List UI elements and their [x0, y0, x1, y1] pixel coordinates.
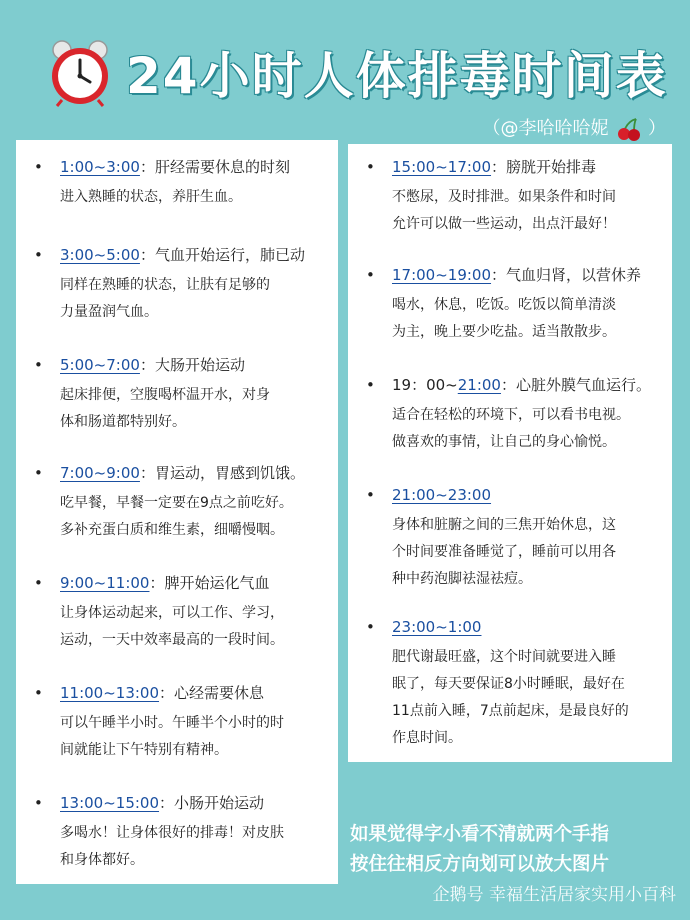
entry-heading	[16, 682, 338, 704]
entry-heading	[348, 264, 672, 286]
entry-heading	[16, 244, 338, 266]
entry-description-line: 间就能让下午特别有精神。	[60, 742, 228, 758]
entry-heading	[348, 156, 672, 178]
entry-description	[348, 292, 672, 346]
entry-description-line: 适合在轻松的环境下，可以看书电视。	[392, 407, 630, 423]
entry-title: 心脏外膜气血运行。	[516, 376, 652, 394]
entry-description	[348, 184, 672, 238]
right-card	[348, 144, 672, 762]
entry-description-line: 起床排便，空腹喝杯温开水，对身	[60, 387, 270, 403]
entry-title: 小肠开始运动	[174, 794, 265, 812]
entry-description-line: 可以午睡半小时。午睡半个小时的时	[60, 715, 284, 731]
entry-description-line: 肥代谢最旺盛，这个时间就要进入睡	[392, 649, 616, 665]
entry-time-link[interactable]: 15:00~17:00	[392, 158, 492, 176]
bullet-icon: •	[366, 618, 375, 636]
timetable-entry	[348, 374, 672, 456]
entry-description-line: 让身体运动起来，可以工作、学习，	[60, 605, 284, 621]
bullet-icon: •	[34, 794, 43, 812]
entry-separator: ：	[500, 376, 516, 394]
entry-description-line: 做喜欢的事情，让自己的身心愉悦。	[392, 434, 616, 450]
entry-time-link[interactable]: 21:00	[457, 376, 501, 394]
entry-time-prefix: 19：00~	[392, 376, 458, 394]
entry-separator: ：	[159, 684, 175, 702]
entry-time-link[interactable]: 13:00~15:00	[60, 794, 160, 812]
timetable-entry	[348, 156, 672, 238]
entry-heading	[16, 354, 338, 376]
entry-description	[348, 644, 672, 752]
entry-separator: ：	[159, 794, 175, 812]
cherry-icon	[616, 117, 642, 141]
entry-heading	[16, 572, 338, 594]
author-close: ）	[648, 118, 666, 139]
entry-description-line: 眠了，每天要保证8小时睡眠，最好在	[392, 676, 625, 692]
entry-separator: ：	[491, 158, 507, 176]
entry-description	[348, 512, 672, 593]
entry-description-line: 允许可以做一些运动，出点汗最好！	[392, 216, 616, 232]
entry-description	[16, 382, 338, 436]
left-card	[16, 140, 338, 884]
bullet-icon: •	[366, 376, 375, 394]
bullet-icon: •	[34, 246, 43, 264]
entry-separator: ：	[139, 464, 155, 482]
bullet-icon: •	[366, 266, 375, 284]
entry-title: 脾开始运化气血	[164, 574, 270, 592]
entry-description	[16, 272, 338, 326]
entry-description	[16, 490, 338, 544]
entry-description	[348, 402, 672, 456]
timetable-entry	[16, 682, 338, 764]
entry-description-line: 喝水，休息，吃饭。吃饭以简单清淡	[392, 297, 616, 313]
entry-separator: ：	[139, 356, 155, 374]
timetable-entry	[16, 244, 338, 326]
entry-title: 肝经需要休息的时刻	[154, 158, 290, 176]
bullet-icon: •	[34, 356, 43, 374]
entry-separator: ：	[491, 266, 507, 284]
entry-description-line: 吃早餐，早餐一定要在9点之前吃好。	[60, 495, 293, 511]
entry-description-line: 体和肠道都特别好。	[60, 414, 186, 430]
entry-separator: ：	[139, 158, 155, 176]
entry-time-link[interactable]: 5:00~7:00	[60, 356, 140, 374]
timetable-entry	[348, 484, 672, 593]
entry-description-line: 为主，晚上要少吃盐。适当散散步。	[392, 324, 616, 340]
entry-description-line: 多补充蛋白质和维生素，细嚼慢咽。	[60, 522, 284, 538]
entry-time-link[interactable]: 7:00~9:00	[60, 464, 140, 482]
zoom-hint-line2: 按住往相反方向划可以放大图片	[350, 854, 610, 875]
entry-separator: ：	[139, 246, 155, 264]
entry-time-link[interactable]: 11:00~13:00	[60, 684, 160, 702]
timetable-entry	[16, 156, 338, 211]
zoom-hint-line1: 如果觉得字小看不清就两个手指	[350, 824, 610, 845]
zoom-hint	[350, 820, 680, 880]
entry-description-line: 和身体都好。	[60, 852, 144, 868]
bullet-icon: •	[366, 486, 375, 504]
entry-heading	[16, 792, 338, 814]
bullet-icon: •	[34, 158, 43, 176]
timetable-entry	[348, 616, 672, 752]
entry-description-line: 11点前入睡，7点前起床，是最良好的	[392, 703, 629, 719]
entry-heading	[16, 156, 338, 178]
entry-heading	[348, 616, 672, 638]
bullet-icon: •	[34, 464, 43, 482]
footer-watermark: 企鹅号 幸福生活居家实用小百科	[432, 885, 676, 905]
entry-time-link[interactable]: 1:00~3:00	[60, 158, 140, 176]
entry-heading	[16, 462, 338, 484]
entry-description-line: 多喝水！让身体很好的排毒！对皮肤	[60, 825, 284, 841]
page-title: 24小时人体排毒时间表	[126, 47, 668, 105]
entry-time-link[interactable]: 21:00~23:00	[392, 486, 492, 504]
entry-time-link[interactable]: 9:00~11:00	[60, 574, 150, 592]
author-tag	[483, 114, 666, 141]
timetable-entry	[16, 354, 338, 436]
header	[0, 22, 690, 139]
entry-description-line: 不憋尿，及时排泄。如果条件和时间	[392, 189, 616, 205]
entry-description-line: 种中药泡脚祛湿祛痘。	[392, 571, 532, 587]
entry-title: 气血归肾，以营休养	[506, 266, 642, 284]
entry-description-line: 运动，一天中效率最高的一段时间。	[60, 632, 284, 648]
entry-title: 心经需要休息	[174, 684, 265, 702]
entry-separator: ：	[149, 574, 165, 592]
timetable-entry	[16, 572, 338, 654]
entry-heading	[348, 374, 672, 396]
entry-description	[16, 710, 338, 764]
entry-heading	[348, 484, 672, 506]
entry-description	[16, 820, 338, 874]
alarm-clock-icon	[48, 38, 112, 108]
entry-description-line: 进入熟睡的状态，养肝生血。	[60, 189, 242, 205]
entry-description-line: 个时间要准备睡觉了，睡前可以用各	[392, 544, 616, 560]
entry-time-link[interactable]: 23:00~1:00	[392, 618, 482, 636]
timetable-entry	[16, 462, 338, 544]
entry-description	[16, 600, 338, 654]
entry-description-line: 身体和脏腑之间的三焦开始休息，这	[392, 517, 616, 533]
bullet-icon: •	[34, 574, 43, 592]
entry-title: 气血开始运行，肺已动	[154, 246, 305, 264]
entry-time-link[interactable]: 17:00~19:00	[392, 266, 492, 284]
author-name: （@李哈哈哈妮	[482, 118, 609, 139]
entry-time-link[interactable]: 3:00~5:00	[60, 246, 140, 264]
entry-description-line: 作息时间。	[392, 730, 462, 746]
entry-description-line: 力量盈润气血。	[60, 304, 158, 320]
bullet-icon: •	[34, 684, 43, 702]
timetable-entry	[16, 792, 338, 874]
entry-title: 膀胱开始排毒	[506, 158, 597, 176]
timetable-entry	[348, 264, 672, 346]
entry-title: 大肠开始运动	[154, 356, 245, 374]
entry-title: 胃运动，胃感到饥饿。	[154, 464, 305, 482]
entry-description-line: 同样在熟睡的状态，让肤有足够的	[60, 277, 270, 293]
bullet-icon: •	[366, 158, 375, 176]
entry-description	[16, 184, 338, 211]
